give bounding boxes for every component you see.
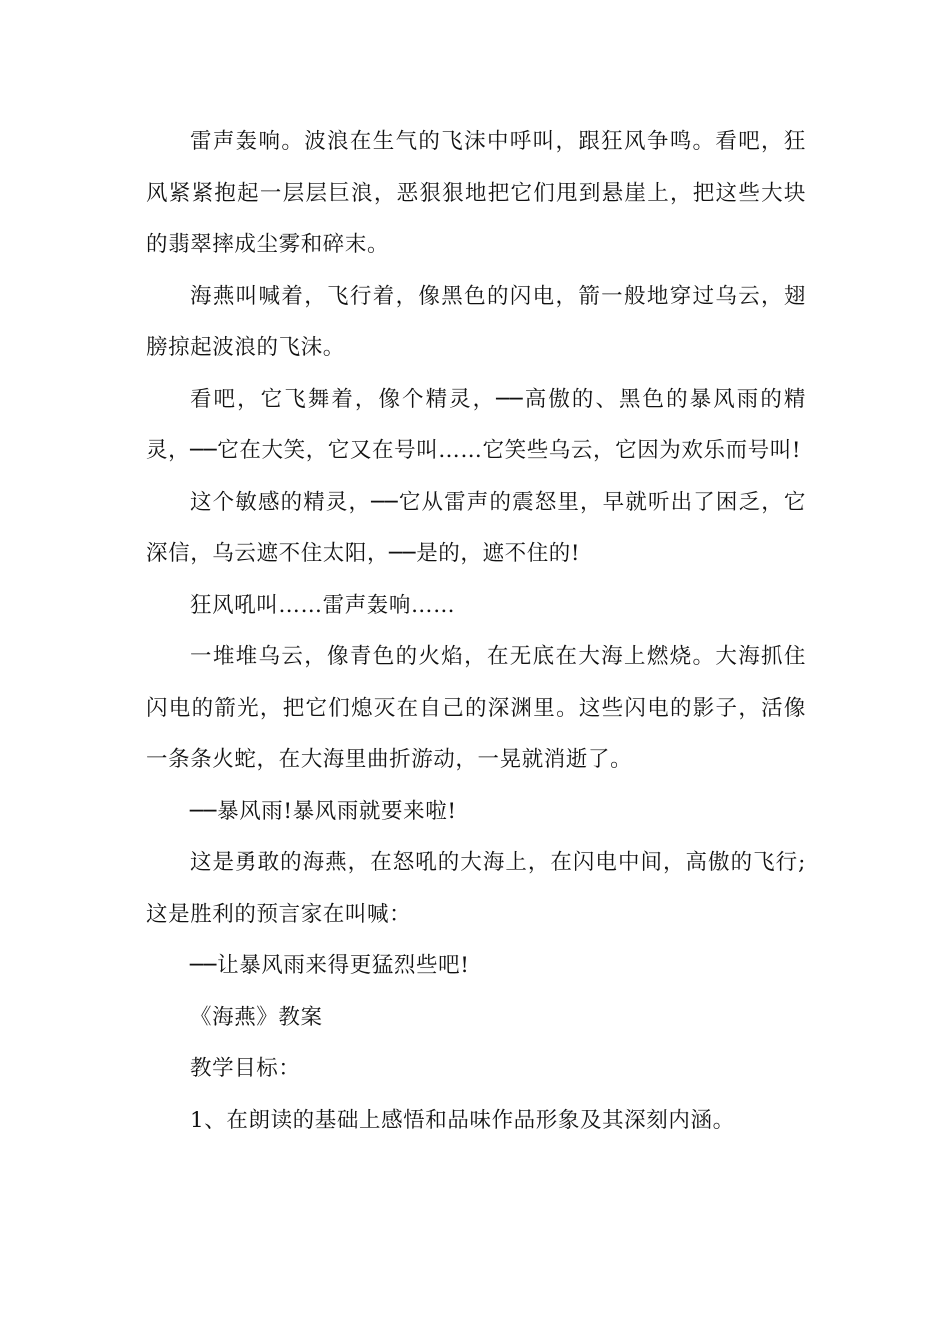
teaching-goal-item-1: 1、在朗读的基础上感悟和品味作品形象及其深刻内涵。 (190, 1107, 735, 1133)
paragraph-wind-howls: 狂风吼叫……雷声轰响…… (190, 592, 456, 618)
paragraph-let-storm: ──让暴风雨来得更猛烈些吧! (190, 953, 470, 978)
paragraph-storm-coming: ──暴风雨!暴风雨就要来啦! (190, 798, 457, 824)
paragraph-brave-petrel: 这是勇敢的海燕，在怒吼的大海上，在闪电中间，高傲的飞行;这是胜利的预言家在叫喊： (146, 850, 806, 927)
paragraph-thunder: 雷声轰响。波浪在生气的飞沫中呼叫，跟狂风争鸣。看吧，狂风紧紧抱起一层层巨浪，恶狠狠地把它们甩到悬崖上，把这些大块的翡翠摔成尘雾和碎末。 (146, 129, 806, 257)
paragraph-clouds-fire: 一堆堆乌云，像青色的火焰，在无底在大海上燃烧。大海抓住闪电的箭光，把它们熄灭在自己的深渊里。这些闪电的影子，活像一条条火蛇，在大海里曲折游动，一晃就消逝了。 (146, 644, 806, 772)
paragraph-sensitive-spirit: 这个敏感的精灵，──它从雷声的震怒里，早就听出了困乏，它深信，乌云遮不住太阳，──是的，遮不住的! (146, 489, 806, 566)
paragraph-spirit: 看吧，它飞舞着，像个精灵，──高傲的、黑色的暴风雨的精灵，──它在大笑，它又在号叫……它笑些乌云，它因为欢乐而号叫! (146, 386, 806, 463)
document-body (146, 116, 806, 1146)
lesson-plan-title: 《海燕》教案 (190, 1004, 323, 1030)
teaching-goals-heading: 教学目标： (190, 1056, 301, 1081)
paragraph-petrel-flying: 海燕叫喊着，飞行着，像黑色的闪电，箭一般地穿过乌云，翅膀掠起波浪的飞沫。 (146, 283, 806, 360)
